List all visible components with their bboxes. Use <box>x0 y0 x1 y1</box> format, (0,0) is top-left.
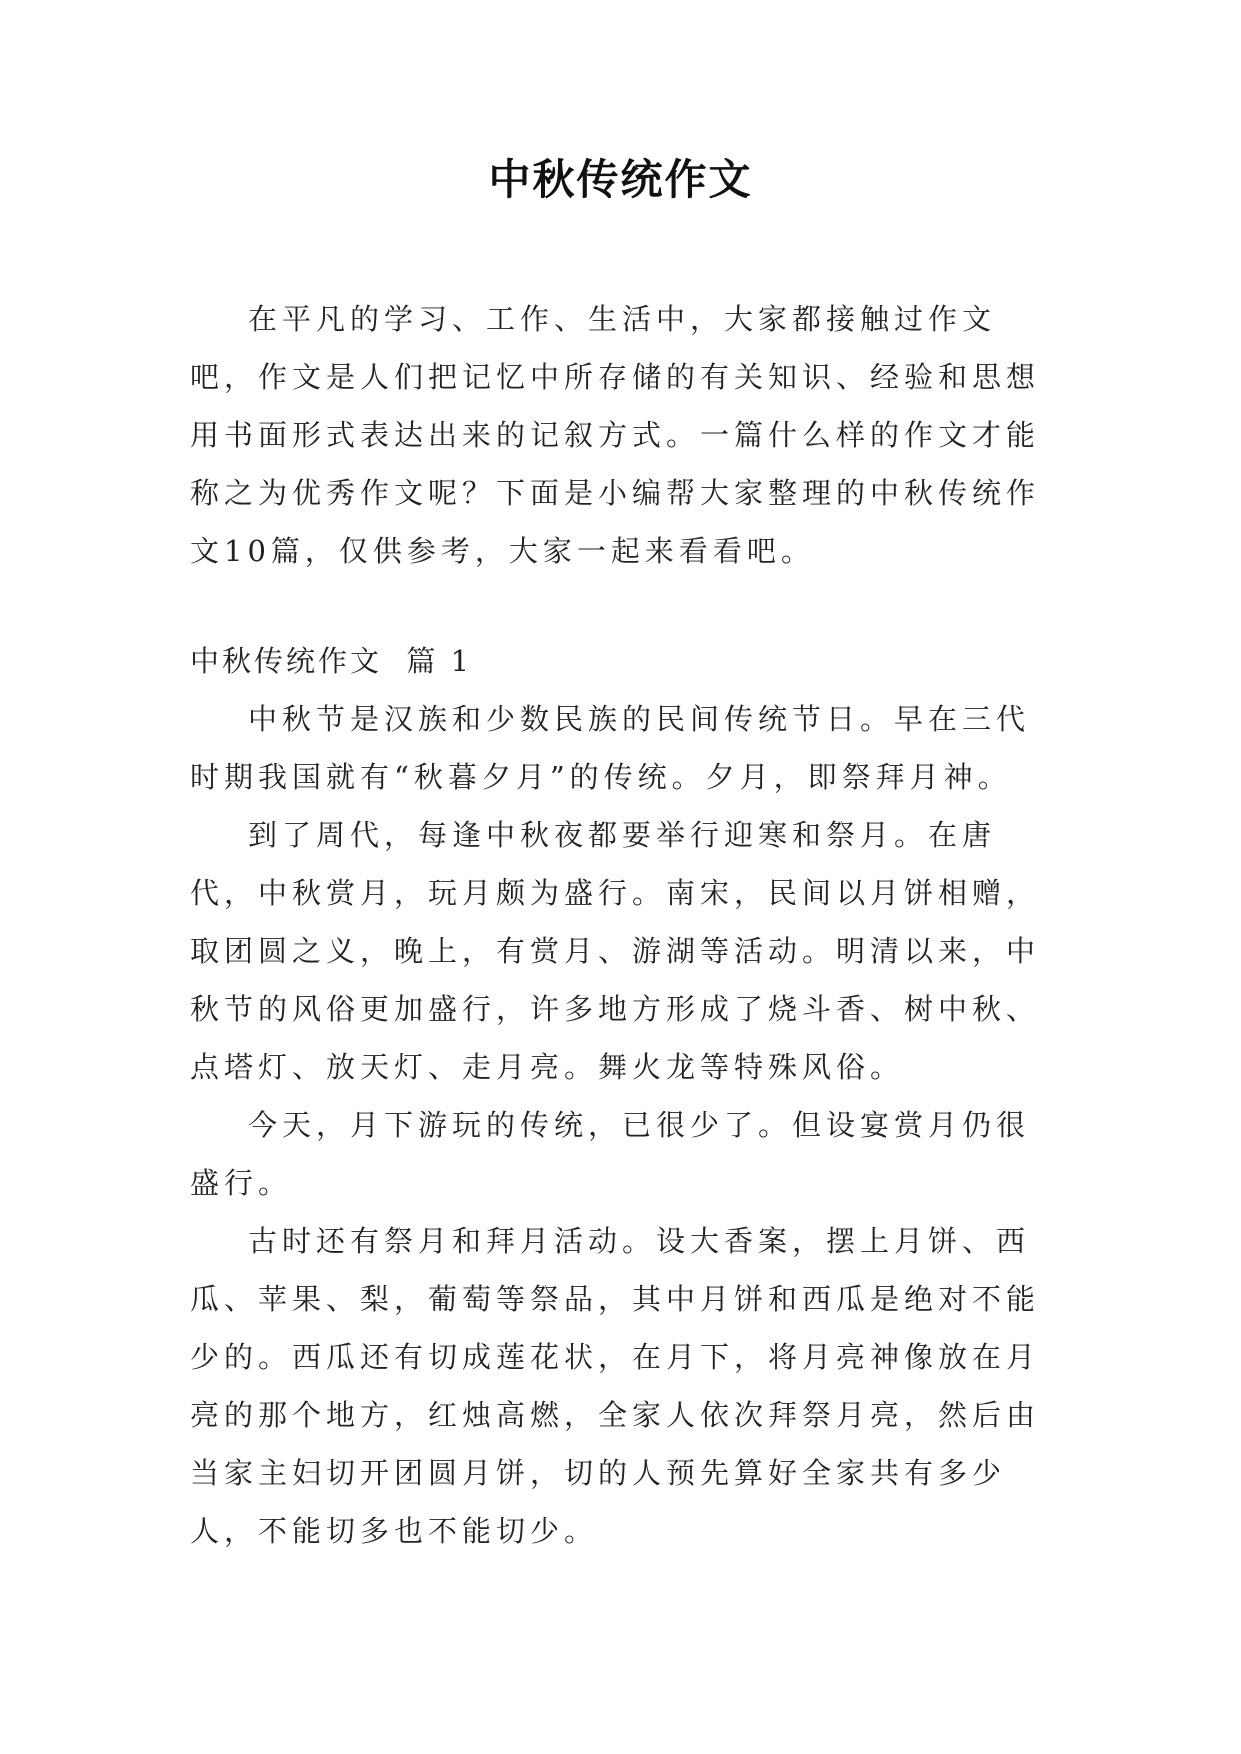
body-paragraph-2: 到了周代，每逢中秋夜都要举行迎寒和祭月。在唐代，中秋赏月，玩月颇为盛行。南宋，民间以月饼相赠，取团圆之义，晚上，有赏月、游湖等活动。明清以来，中秋节的风俗更加盛行，许多地方形成了烧斗香、树中秋、点塔灯、放天灯、走月亮。舞火龙等特殊风俗。 <box>190 818 1041 1084</box>
section-heading: 中秋传统作文 篇 1 <box>190 644 473 678</box>
body-paragraph-4: 古时还有祭月和拜月活动。设大香案，摆上月饼、西瓜、苹果、梨，葡萄等祭品，其中月饼和西瓜是绝对不能少的。西瓜还有切成莲花状，在月下，将月亮神像放在月亮的那个地方，红烛高燃，全家人依次拜祭月亮，然后由当家主妇切开团圆月饼，切的人预先算好全家共有多少人，不能切多也不能切少。 <box>190 1224 1041 1548</box>
document-title: 中秋传统作文 <box>488 155 753 204</box>
section-gap <box>190 580 1060 632</box>
body-paragraph-3: 今天，月下游玩的传统，已很少了。但设宴赏月仍很盛行。 <box>190 1108 1031 1200</box>
body-paragraph-1: 中秋节是汉族和少数民族的民间传统节日。早在三代时期我国就有“秋暮夕月”的传统。夕月，即祭拜月神。 <box>190 702 1031 794</box>
intro-paragraph: 在平凡的学习、工作、生活中，大家都接触过作文吧，作文是人们把记忆中所存储的有关知识、经验和思想用书面形式表达出来的记叙方式。一篇什么样的作文才能称之为优秀作文呢？下面是小编帮大家整理的中秋传统作文10篇，仅供参考，大家一起来看看吧。 <box>190 302 1041 568</box>
document-body <box>190 290 1060 1560</box>
